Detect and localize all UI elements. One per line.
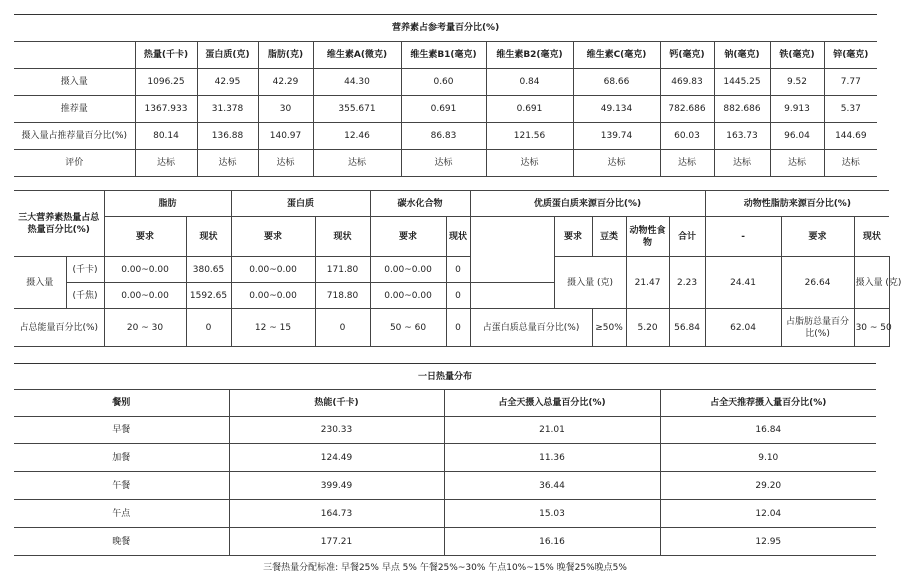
evaluation-cell: 达标 bbox=[313, 150, 401, 177]
table-cell: 21.01 bbox=[444, 417, 660, 444]
table-row bbox=[14, 444, 876, 472]
header-cell: 铁(毫克) bbox=[770, 42, 824, 69]
table-cell: 0.00~0.00 bbox=[370, 283, 446, 309]
table1-header-row bbox=[14, 42, 877, 69]
table-cell: 0 bbox=[446, 309, 470, 347]
table-cell: 136.88 bbox=[197, 123, 258, 150]
table-cell: 9.52 bbox=[770, 69, 824, 96]
table3-title: 一日热量分布 bbox=[14, 364, 876, 390]
table-cell: 31.378 bbox=[197, 96, 258, 123]
table-row bbox=[14, 472, 876, 500]
table-cell: 20 ~ 30 bbox=[104, 309, 186, 347]
fat-header: 脂肪 bbox=[104, 191, 231, 217]
evaluation-cell: 达标 bbox=[714, 150, 770, 177]
table-cell: 9.913 bbox=[770, 96, 824, 123]
header-cell: 锌(毫克) bbox=[824, 42, 877, 69]
table-cell: 1592.65 bbox=[186, 283, 231, 309]
fat-cur-header: 现状 bbox=[186, 217, 231, 257]
nutrient-reference-table bbox=[14, 14, 877, 177]
table-cell: 177.21 bbox=[229, 528, 444, 556]
table-cell: 50 ~ 60 bbox=[370, 309, 446, 347]
table-cell: 30 ~ 50 bbox=[854, 309, 889, 347]
table-cell: 42.29 bbox=[258, 69, 313, 96]
table-cell: 0.00~0.00 bbox=[104, 257, 186, 283]
table-cell: 124.49 bbox=[229, 444, 444, 472]
table-cell: 12 ~ 15 bbox=[231, 309, 315, 347]
qp-blank-cell bbox=[470, 217, 554, 283]
table-cell: 12.95 bbox=[660, 528, 876, 556]
table-cell: 60.03 bbox=[660, 123, 714, 150]
table-row bbox=[14, 500, 876, 528]
table-cell: 0 bbox=[315, 309, 370, 347]
table-cell: 1445.25 bbox=[714, 69, 770, 96]
table-cell: 121.56 bbox=[486, 123, 573, 150]
table-cell: 11.36 bbox=[444, 444, 660, 472]
header-cell: 热能(千卡) bbox=[229, 390, 444, 417]
qp-soy-header: 豆类 bbox=[592, 217, 626, 257]
table-cell: 5.20 bbox=[626, 309, 669, 347]
table-row bbox=[14, 309, 889, 347]
table-row bbox=[14, 417, 876, 444]
qp-pct-label: 占蛋白质总量百分比(%) bbox=[470, 309, 592, 347]
table-row bbox=[14, 150, 877, 177]
header-cell: 钙(毫克) bbox=[660, 42, 714, 69]
header-cell bbox=[14, 42, 135, 69]
table-cell: 0.84 bbox=[486, 69, 573, 96]
header-cell: 脂肪(克) bbox=[258, 42, 313, 69]
row-label: 摄入量 bbox=[14, 69, 135, 96]
evaluation-cell: 达标 bbox=[258, 150, 313, 177]
header-cell: 热量(千卡) bbox=[135, 42, 197, 69]
table-cell: 15.03 bbox=[444, 500, 660, 528]
row-label: 推荐量 bbox=[14, 96, 135, 123]
header-cell: 占全天推荐摄入量百分比(%) bbox=[660, 390, 876, 417]
af-cur-header: 现状 bbox=[854, 217, 889, 257]
table-cell: 30 bbox=[258, 96, 313, 123]
table-cell: 0 bbox=[446, 257, 470, 283]
table-cell: 140.97 bbox=[258, 123, 313, 150]
table1-title: 营养素占参考量百分比(%) bbox=[14, 15, 877, 42]
row-label: 评价 bbox=[14, 150, 135, 177]
qp-animal-food-header: 动物性食物 bbox=[626, 217, 669, 257]
header-cell: 维生素A(微克) bbox=[313, 42, 401, 69]
qp-total-header: 合计 bbox=[669, 217, 705, 257]
header-cell: 维生素B1(毫克) bbox=[401, 42, 486, 69]
table-cell: 49.134 bbox=[573, 96, 660, 123]
carb-header: 碳水化合物 bbox=[370, 191, 470, 217]
quality-protein-header: 优质蛋白质来源百分比(%) bbox=[470, 191, 705, 217]
evaluation-cell: 达标 bbox=[197, 150, 258, 177]
table-cell: 86.83 bbox=[401, 123, 486, 150]
table-cell: 16.84 bbox=[660, 417, 876, 444]
table-row bbox=[14, 96, 877, 123]
table-cell: ≥50% bbox=[592, 309, 626, 347]
evaluation-cell: 达标 bbox=[486, 150, 573, 177]
table-cell: 29.20 bbox=[660, 472, 876, 500]
table-cell: 380.65 bbox=[186, 257, 231, 283]
table3-header-row bbox=[14, 390, 876, 417]
af-intake-label: 摄入量 (克) bbox=[854, 257, 889, 309]
table-cell: 718.80 bbox=[315, 283, 370, 309]
table-cell: 2.23 bbox=[669, 257, 705, 309]
table-cell: 26.64 bbox=[781, 257, 854, 309]
intake-label: 摄入量 bbox=[14, 257, 66, 309]
table-cell: 171.80 bbox=[315, 257, 370, 283]
table-row bbox=[14, 123, 877, 150]
table-cell: 0.00~0.00 bbox=[104, 283, 186, 309]
animal-fat-header: 动物性脂肪来源百分比(%) bbox=[705, 191, 889, 217]
table-cell: 0.00~0.00 bbox=[231, 283, 315, 309]
evaluation-cell: 达标 bbox=[770, 150, 824, 177]
evaluation-cell: 达标 bbox=[135, 150, 197, 177]
table-cell: 0.00~0.00 bbox=[231, 257, 315, 283]
meal-label: 午点 bbox=[14, 500, 229, 528]
kj-unit: (千焦) bbox=[66, 283, 104, 309]
table-cell: 399.49 bbox=[229, 472, 444, 500]
table-cell: 12.46 bbox=[313, 123, 401, 150]
meal-label: 早餐 bbox=[14, 417, 229, 444]
carb-req-header: 要求 bbox=[370, 217, 446, 257]
evaluation-cell: 达标 bbox=[401, 150, 486, 177]
table-cell: 882.686 bbox=[714, 96, 770, 123]
fat-req-header: 要求 bbox=[104, 217, 186, 257]
table-cell: 1096.25 bbox=[135, 69, 197, 96]
meal-label: 晚餐 bbox=[14, 528, 229, 556]
table-cell: 139.74 bbox=[573, 123, 660, 150]
table-cell: 16.16 bbox=[444, 528, 660, 556]
table-cell: 68.66 bbox=[573, 69, 660, 96]
protein-header: 蛋白质 bbox=[231, 191, 370, 217]
af-pct-label: 占脂肪总量百分比(%) bbox=[781, 309, 854, 347]
qp-intake-label: 摄入量 (克) bbox=[554, 257, 626, 309]
macronutrient-table bbox=[14, 190, 902, 347]
table-cell: 230.33 bbox=[229, 417, 444, 444]
table-cell: 0 bbox=[446, 283, 470, 309]
pct-label: 占总能量百分比(%) bbox=[14, 309, 104, 347]
table-row bbox=[14, 69, 877, 96]
table-cell: 24.41 bbox=[705, 257, 781, 309]
evaluation-cell: 达标 bbox=[573, 150, 660, 177]
evaluation-cell: 达标 bbox=[660, 150, 714, 177]
qp-req-header: 要求 bbox=[554, 217, 592, 257]
table-cell: 12.04 bbox=[660, 500, 876, 528]
header-cell: 占全天摄入总量百分比(%) bbox=[444, 390, 660, 417]
table-cell: 42.95 bbox=[197, 69, 258, 96]
table-cell: 0.691 bbox=[401, 96, 486, 123]
table-cell: 469.83 bbox=[660, 69, 714, 96]
carb-cur-header: 现状 bbox=[446, 217, 470, 257]
table-cell: 21.47 bbox=[626, 257, 669, 309]
table2-corner-label: 三大营养素热量占总热量百分比(%) bbox=[14, 191, 104, 257]
table-cell: 44.30 bbox=[313, 69, 401, 96]
table-cell: 9.10 bbox=[660, 444, 876, 472]
table-cell: 0.00~0.00 bbox=[370, 257, 446, 283]
table-cell: 163.73 bbox=[714, 123, 770, 150]
daily-energy-distribution-table bbox=[14, 363, 876, 580]
table-cell: 36.44 bbox=[444, 472, 660, 500]
table-cell: 1367.933 bbox=[135, 96, 197, 123]
af-req-header: 要求 bbox=[781, 217, 854, 257]
table-cell: 62.04 bbox=[705, 309, 781, 347]
table-cell: 5.37 bbox=[824, 96, 877, 123]
table-cell: 0.60 bbox=[401, 69, 486, 96]
table-cell: 144.69 bbox=[824, 123, 877, 150]
table-cell: 96.04 bbox=[770, 123, 824, 150]
table-row bbox=[14, 528, 876, 556]
evaluation-cell: 达标 bbox=[824, 150, 877, 177]
meal-label: 午餐 bbox=[14, 472, 229, 500]
table-cell: 0 bbox=[186, 309, 231, 347]
table-cell: 782.686 bbox=[660, 96, 714, 123]
meal-distribution-standard-note: 三餐热量分配标准: 早餐25% 早点 5% 午餐25%~30% 午点10%~15% 晚餐25%晚点5% bbox=[263, 562, 627, 573]
table-row bbox=[14, 257, 889, 283]
meal-label: 加餐 bbox=[14, 444, 229, 472]
row-label: 摄入量占推荐量百分比(%) bbox=[14, 123, 135, 150]
protein-cur-header: 现状 bbox=[315, 217, 370, 257]
kcal-unit: (千卡) bbox=[66, 257, 104, 283]
table-cell: 56.84 bbox=[669, 309, 705, 347]
table-cell: 7.77 bbox=[824, 69, 877, 96]
table-cell: 355.671 bbox=[313, 96, 401, 123]
header-cell: 维生素B2(毫克) bbox=[486, 42, 573, 69]
protein-req-header: 要求 bbox=[231, 217, 315, 257]
table-cell: 164.73 bbox=[229, 500, 444, 528]
header-cell: 维生素C(毫克) bbox=[573, 42, 660, 69]
af-dash-header: - bbox=[705, 217, 781, 257]
header-cell: 餐别 bbox=[14, 390, 229, 417]
table-cell: 0.691 bbox=[486, 96, 573, 123]
header-cell: 钠(毫克) bbox=[714, 42, 770, 69]
table-cell: 80.14 bbox=[135, 123, 197, 150]
header-cell: 蛋白质(克) bbox=[197, 42, 258, 69]
